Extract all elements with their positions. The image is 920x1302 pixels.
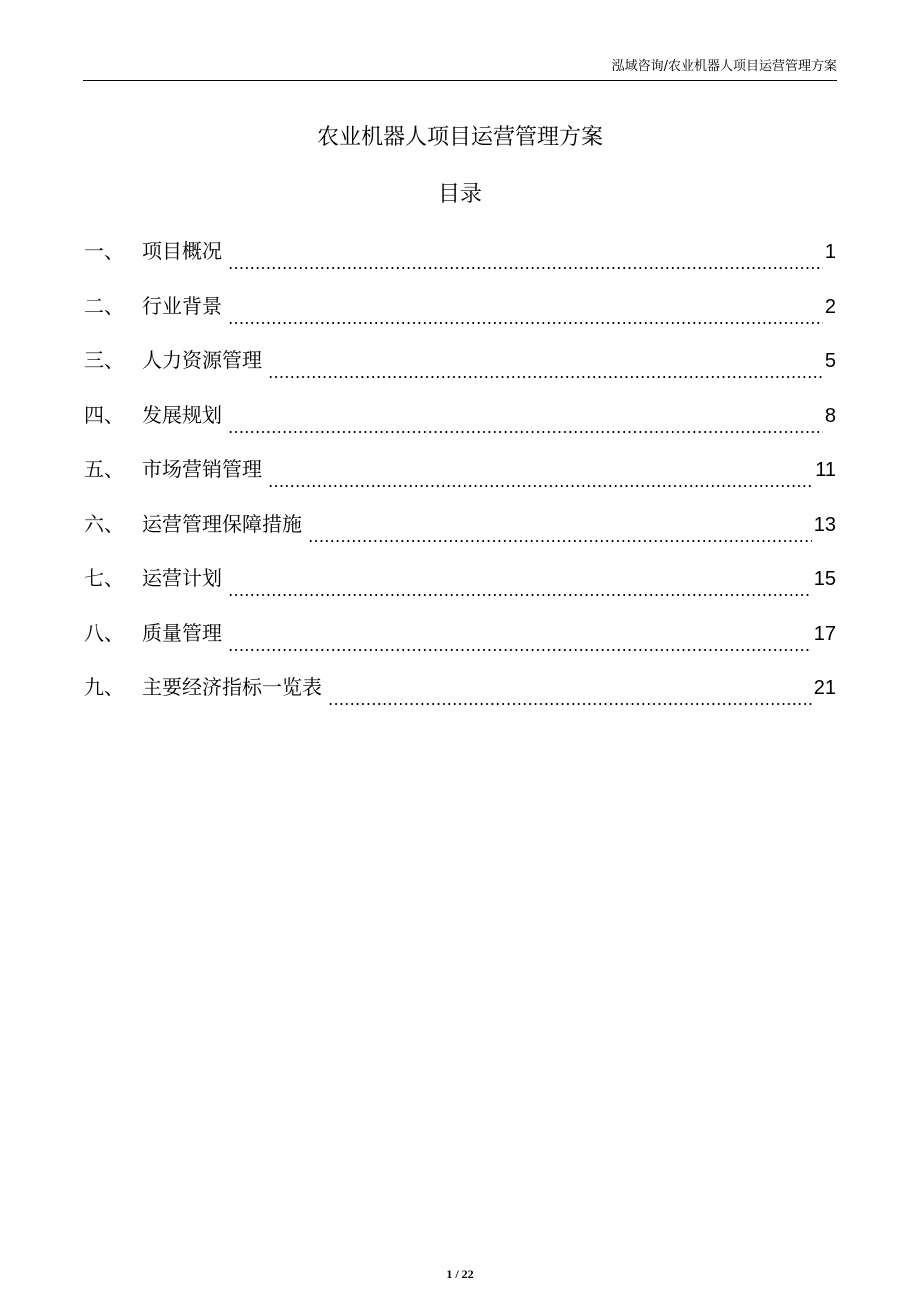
toc-entry-page: 2 [824,295,836,318]
toc-entry[interactable] [84,618,836,673]
toc-entry-number: 七、 [84,566,124,590]
header-divider [83,80,837,81]
toc-entry-page: 13 [813,513,836,536]
toc-entry-number: 九、 [84,675,124,699]
toc-entry-number: 一、 [84,239,124,263]
toc-heading: 目录 [437,182,482,207]
toc-entry-label: 项目概况 [142,239,222,263]
toc-entry-page: 11 [815,459,836,481]
page-indicator: 1 / 22 [446,1267,474,1281]
toc-entry-number: 四、 [84,402,124,427]
toc-dot-leader [228,593,812,597]
toc-entry-number: 八、 [84,620,124,645]
toc-entry-label: 运营计划 [142,566,222,590]
toc-entry-label: 行业背景 [142,293,222,318]
toc-entry-number: 六、 [84,511,124,536]
toc-dot-leader [328,702,812,706]
toc-entry-page: 1 [824,241,836,263]
toc-entry-page: 21 [813,677,836,699]
toc-entry[interactable] [84,345,836,400]
toc-entry-number: 二、 [84,293,124,318]
toc-entry[interactable] [84,563,836,618]
document-title: 农业机器人项目运营管理方案 [316,125,603,150]
toc-entry-page: 15 [813,568,836,590]
toc-entry[interactable] [84,672,836,727]
toc-entry-number: 三、 [84,348,124,372]
toc-entry-label: 发展规划 [142,402,222,427]
toc-entry-label: 运营管理保障措施 [142,511,302,536]
toc-entry[interactable] [84,509,836,564]
toc-entry-label: 人力资源管理 [142,348,262,372]
toc-dot-leader [268,484,813,488]
toc-dot-leader [308,539,812,543]
toc-entry[interactable] [84,454,836,509]
toc-dot-leader [228,430,823,434]
toc-entry-label: 市场营销管理 [142,457,262,481]
toc-entry-number: 五、 [84,457,124,481]
toc-dot-leader [228,321,823,325]
running-header: 泓域咨询/农业机器人项目运营管理方案 [611,59,837,74]
toc-entry-page: 17 [813,622,836,645]
toc-entry-label: 质量管理 [142,620,222,645]
toc-entry-page: 8 [824,404,836,427]
toc-dot-leader [268,375,823,379]
toc-entry-label: 主要经济指标一览表 [142,675,322,699]
toc-dot-leader [228,266,823,270]
table-of-contents [84,236,836,727]
toc-dot-leader [228,648,812,652]
toc-entry[interactable] [84,291,836,346]
toc-entry-page: 5 [824,350,836,372]
toc-entry[interactable] [84,236,836,291]
toc-entry[interactable] [84,400,836,455]
